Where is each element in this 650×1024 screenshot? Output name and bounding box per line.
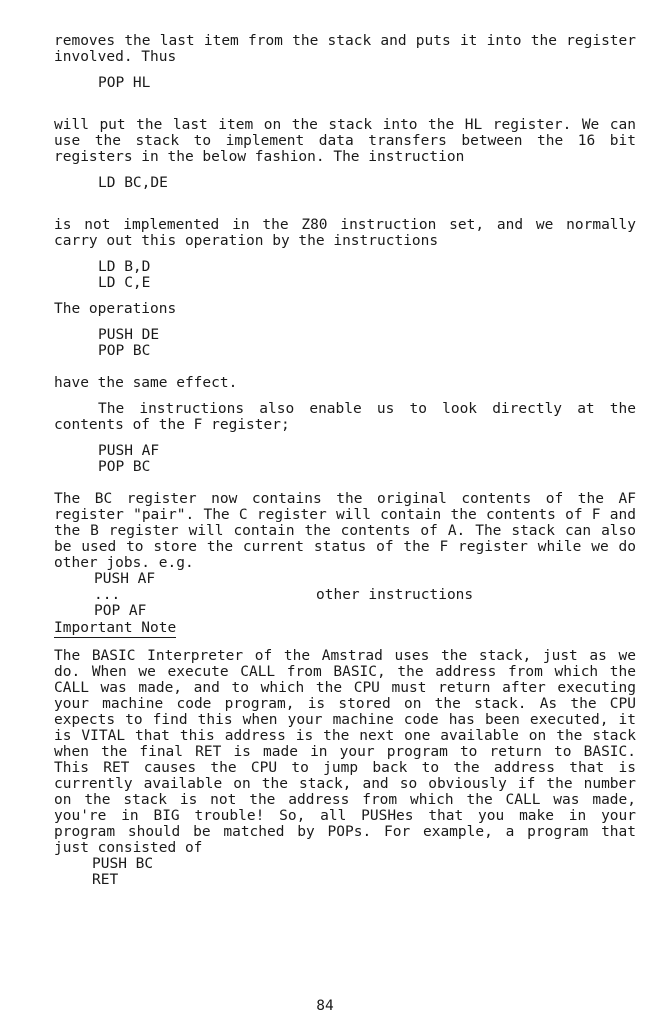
paragraph: The operations (54, 301, 177, 317)
page-number: 84 (316, 998, 334, 1014)
code-line: POP BC (98, 459, 151, 475)
code-line: LD B,D (98, 259, 151, 275)
code-line: POP BC (98, 343, 151, 359)
paragraph: removes the last item from the stack and puts it into the register involved. Thus (54, 33, 636, 65)
paragraph: will put the last item on the stack into the HL register. We can use the stack to implement data transfers between the 16 bit registers in the below fashion. The instruction (54, 117, 636, 165)
code-line: LD BC,DE (98, 175, 168, 191)
code-line: RET (92, 872, 119, 888)
code-line: PUSH AF (98, 443, 160, 459)
code-line: POP HL (98, 75, 151, 91)
code-line: PUSH BC (92, 856, 154, 872)
paragraph: have the same effect. (54, 375, 238, 391)
paragraph: The BASIC Interpreter of the Amstrad uses the stack, just as we do. When we execute CALL from BASIC, the address from which the CALL was made, and to which the CPU must return after executing your machine code program, is stored on the stack. As the CPU expects to find this when your machine code has been executed, it is VITAL that this address is the next one available on the stack when the final RET is made in your program to return to BASIC. This RET causes the CPU to jump back to the address that is currently available on the stack, and so obviously if the number on the stack is not the address from which the CALL was made, you're in BIG trouble! So, all PUSHes that you make in your program should be matched by POPs. For example, a program that just consisted of (54, 648, 636, 856)
code-line: LD C,E (98, 275, 151, 291)
code-line: ... (94, 587, 121, 603)
code-comment: other instructions (316, 587, 474, 603)
section-heading: Important Note (54, 620, 177, 636)
paragraph: is not implemented in the Z80 instruction set, and we normally carry out this operation by the instructions (54, 217, 636, 249)
page-body (54, 33, 636, 888)
code-line: PUSH DE (98, 327, 160, 343)
code-with-comment (54, 587, 636, 603)
paragraph: The instructions also enable us to look directly at the contents of the F register; (54, 401, 636, 433)
code-line: POP AF (94, 603, 147, 619)
paragraph: The BC register now contains the original contents of the AF register "pair". The C register will contain the contents of F and the B register will contain the contents of A. The stack can also be used to store the current status of the F register while we do other jobs. e.g. (54, 491, 636, 571)
code-line: PUSH AF (94, 571, 156, 587)
